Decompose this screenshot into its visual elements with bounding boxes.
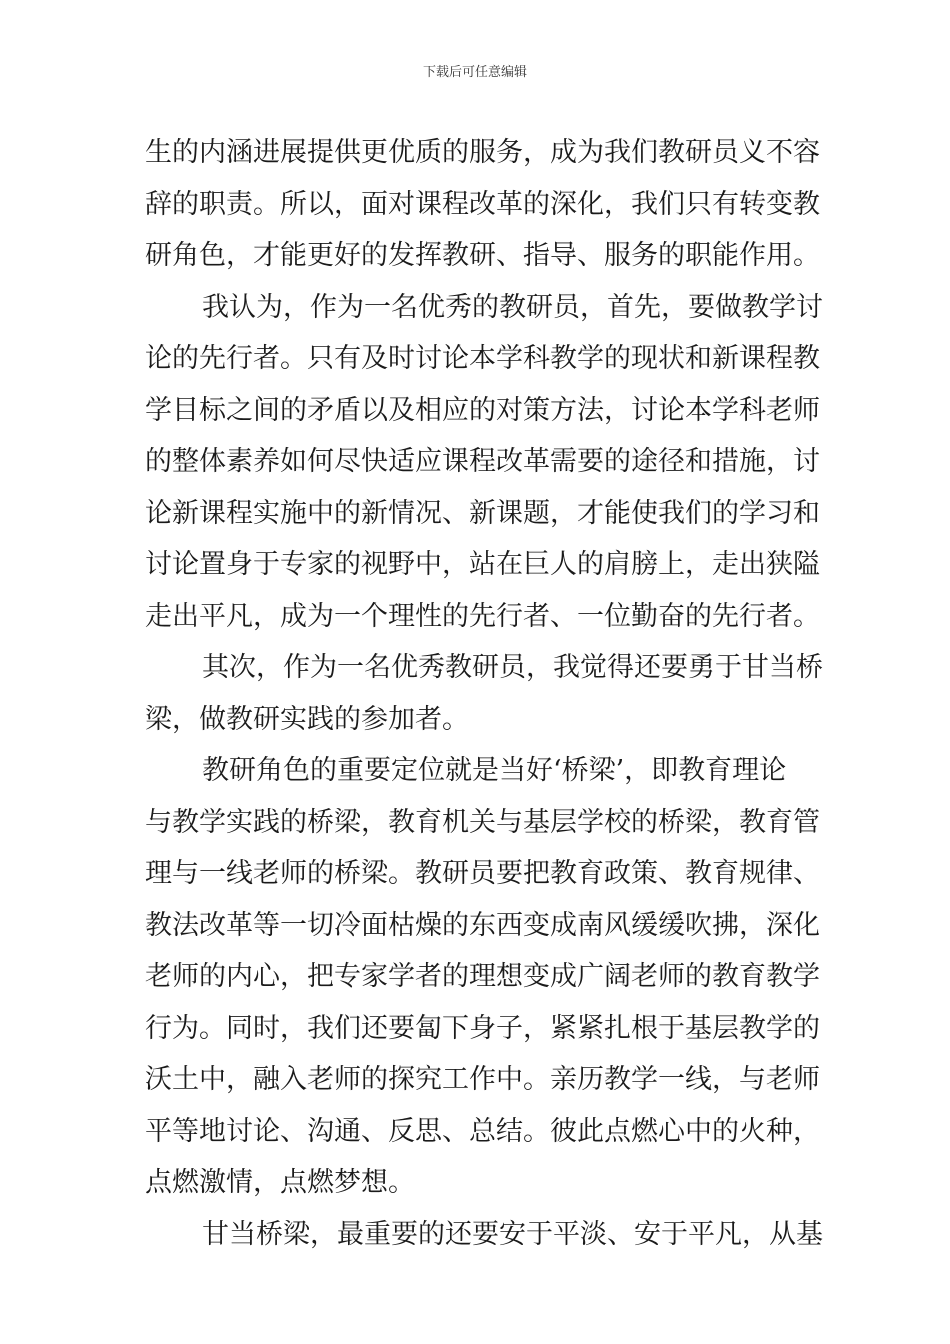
- paragraph: [145, 282, 823, 643]
- paragraph: [145, 1209, 823, 1261]
- text-line: 学目标之间的矛盾以及相应的对策方法，讨论本学科老师: [145, 394, 820, 426]
- text-line: 的整体素养如何尽快适应课程改革需要的途径和措施，讨: [145, 446, 820, 477]
- text-line: 教研角色的重要定位就是当好‘桥梁’，即教育理论: [202, 755, 787, 786]
- document-body: [145, 127, 823, 1260]
- text-line: 生的内涵进展提供更优质的服务，成为我们教研员义不容: [145, 137, 820, 168]
- text-line: 行为。同时，我们还要匐下身子，紧紧扎根于基层教学的: [145, 1012, 820, 1044]
- text-line: 论新课程实施中的新情况、新课题，才能使我们的学习和: [145, 497, 820, 529]
- text-line: 辞的职责。所以，面对课程改革的深化，我们只有转变教: [145, 188, 820, 220]
- text-line: 理与一线老师的桥梁。教研员要把教育政策、教育规律、: [145, 858, 820, 889]
- text-line: 点燃激情，点燃梦想。: [145, 1167, 415, 1198]
- text-line: 老师的内心，把专家学者的理想变成广阔老师的教育教学: [145, 961, 820, 992]
- text-line: 我认为，作为一名优秀的教研员，首先，要做教学讨: [202, 291, 823, 323]
- text-line: 讨论置身于专家的视野中，站在巨人的肩膀上，走出狭隘: [145, 549, 820, 580]
- paragraph: [145, 642, 823, 745]
- text-line: 其次，作为一名优秀教研员，我觉得还要勇于甘当桥: [202, 652, 823, 683]
- text-line: 教法改革等一切冷面枯燥的东西变成南风缓缓吹拂，深化: [145, 909, 820, 941]
- text-line: 论的先行者。只有及时讨论本学科教学的现状和新课程教: [145, 343, 820, 374]
- text-line: 沃土中，融入老师的探究工作中。亲历教学一线，与老师: [145, 1064, 820, 1095]
- paragraph: [145, 127, 820, 282]
- text-line: 平等地讨论、沟通、反思、总结。彼此点燃心中的火种，: [145, 1115, 820, 1147]
- text-line: 与教学实践的桥梁，教育机关与基层学校的桥梁，教育管: [145, 806, 820, 838]
- text-line: 走出平凡，成为一个理性的先行者、一位勤奋的先行者。: [145, 600, 820, 632]
- text-line: 研角色，才能更好的发挥教研、指导、服务的职能作用。: [145, 240, 820, 271]
- text-line: 梁，做教研实践的参加者。: [145, 703, 469, 735]
- paragraph: [145, 745, 820, 1209]
- page-header: 下载后可任意编辑: [422, 65, 527, 80]
- text-line: 甘当桥梁，最重要的还要安于平淡、安于平凡，从基: [202, 1218, 823, 1250]
